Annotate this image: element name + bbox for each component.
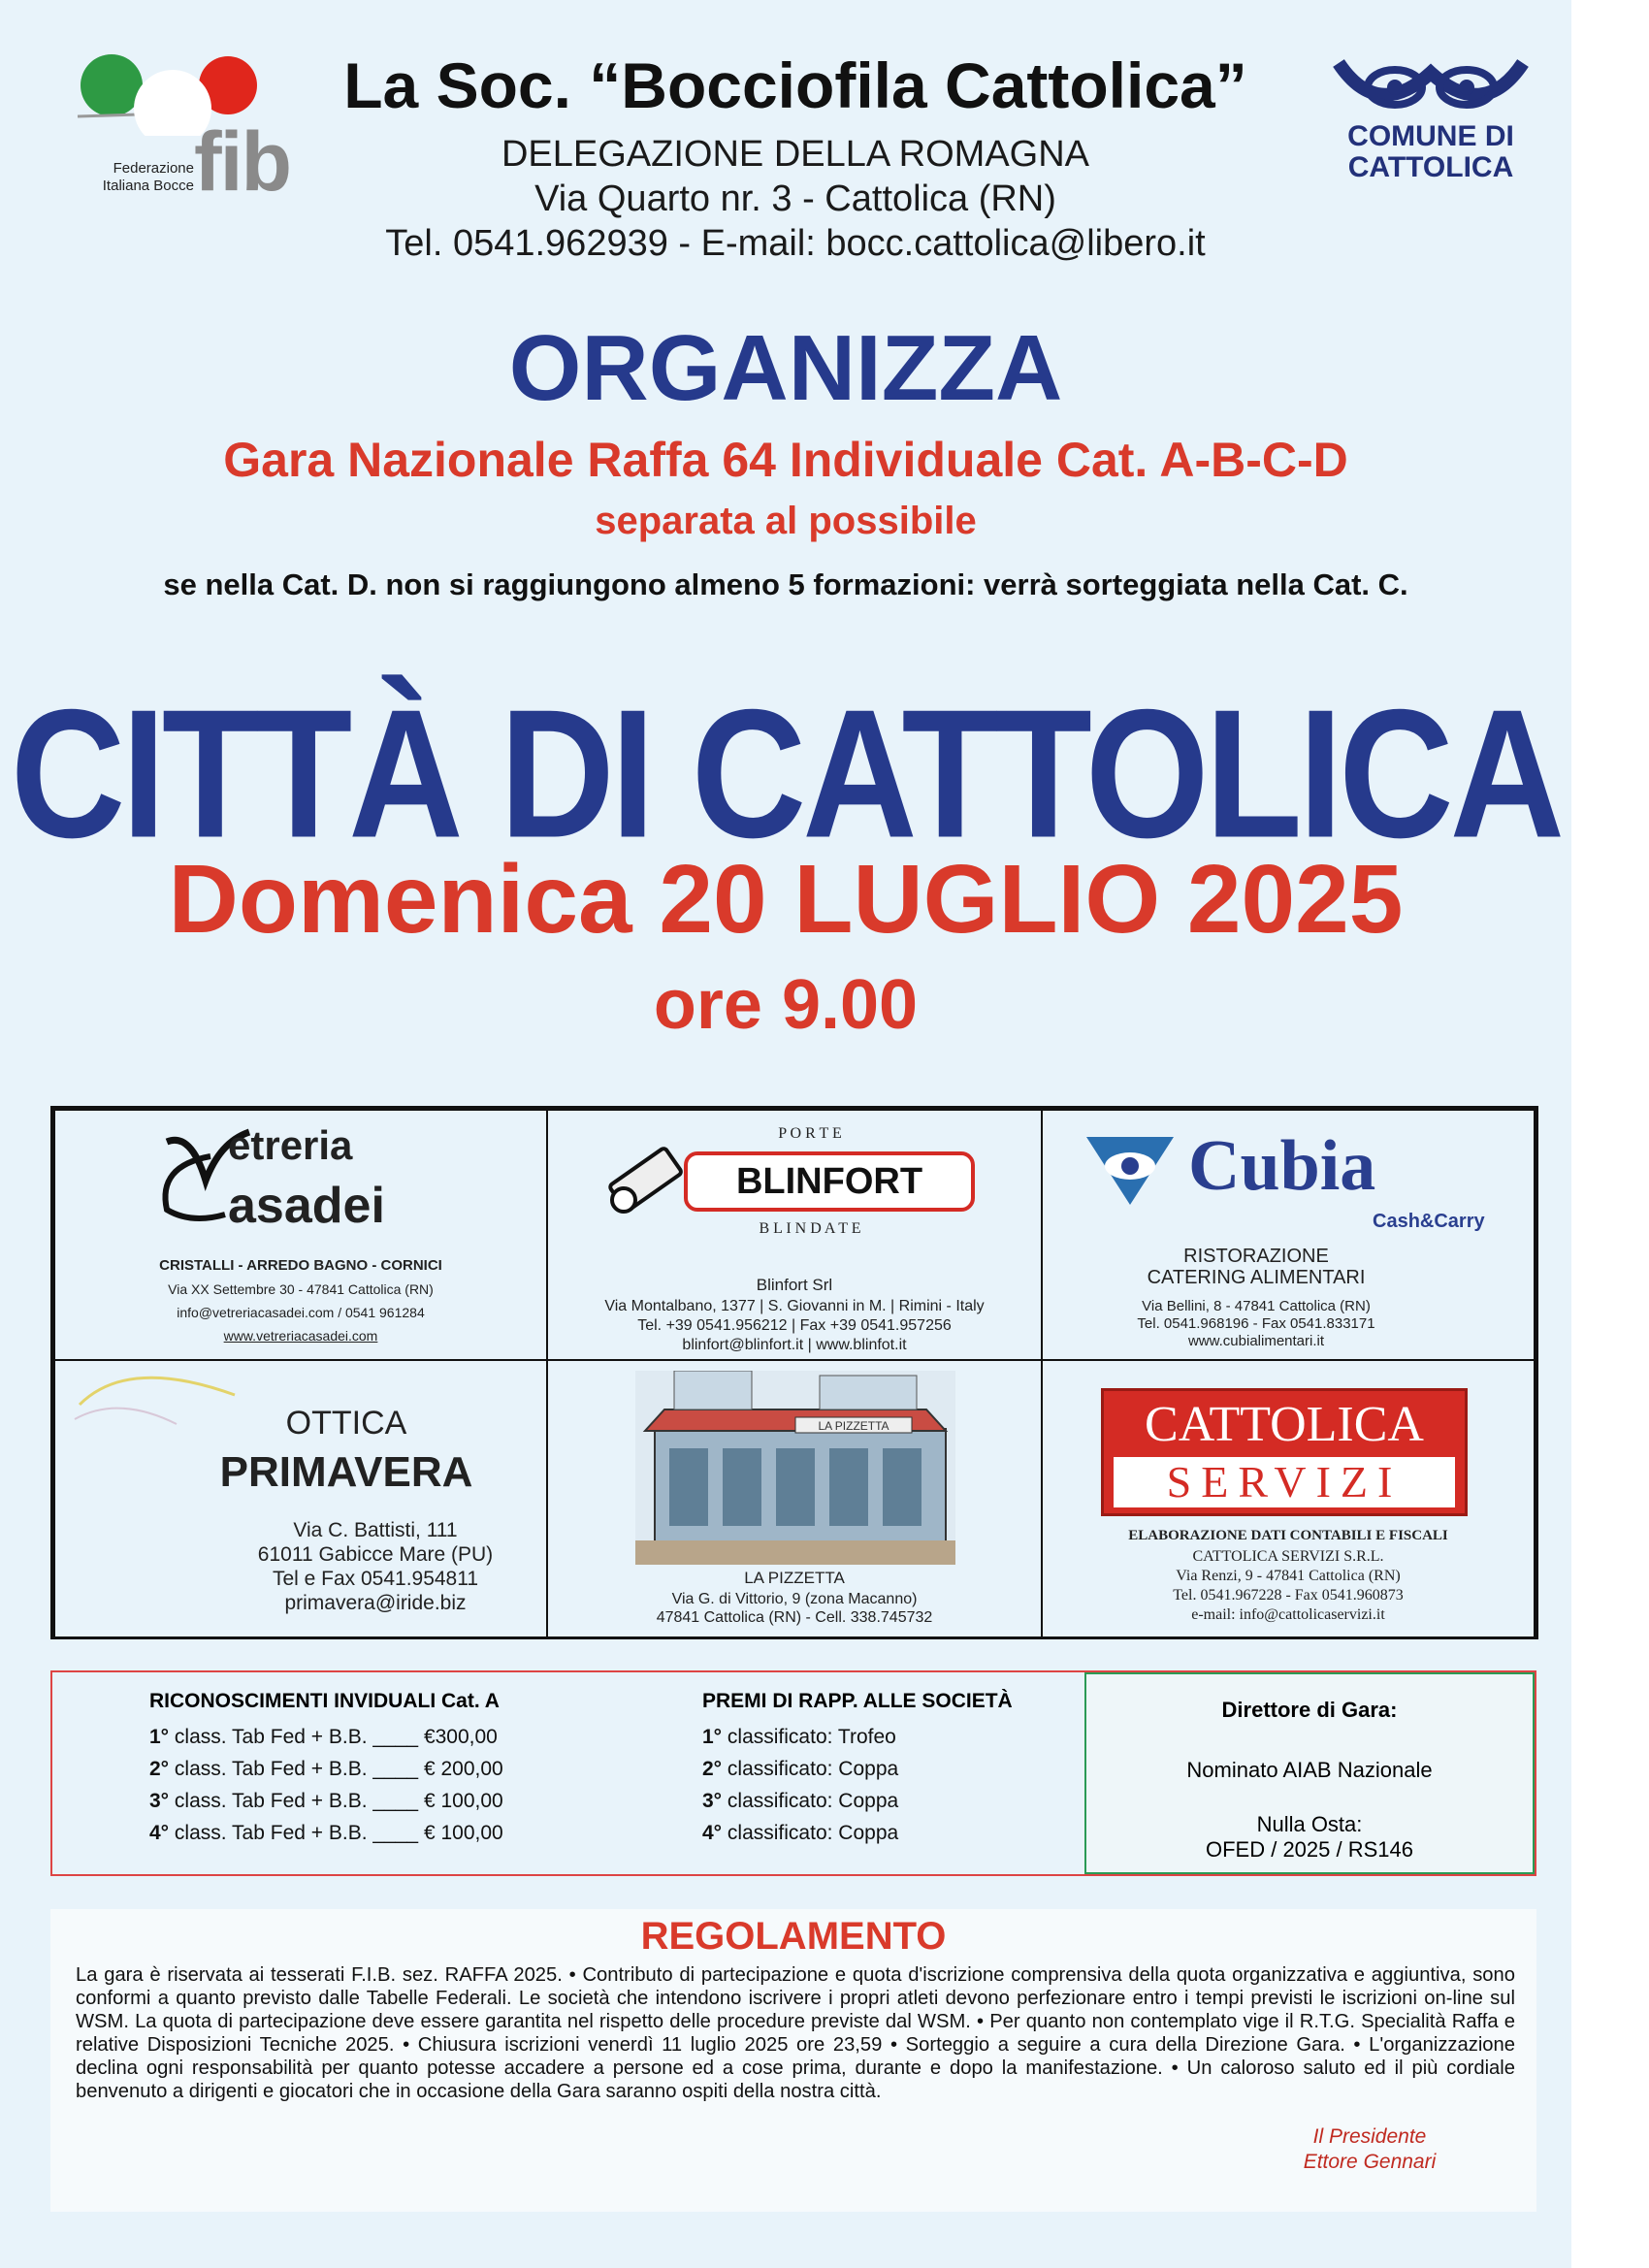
regolamento-box	[50, 1909, 1536, 2212]
organizza-heading: ORGANIZZA	[508, 316, 1063, 420]
cubia-line1: RISTORAZIONE	[1183, 1246, 1329, 1267]
header-line-3: Tel. 0541.962939 - E-mail: bocc.cattolica@libero.it	[385, 223, 1206, 264]
signature	[1253, 2124, 1486, 2175]
vetreria-logo-line1: etreria	[228, 1122, 353, 1168]
cattolica-servizi-line5: e-mail: info@cattolicaservizi.it	[1191, 1606, 1385, 1623]
vetreria-line4: www.vetreriacasadei.com	[223, 1328, 378, 1344]
cubia-line4: Tel. 0541.968196 - Fax 0541.833171	[1137, 1315, 1375, 1332]
signature-name: Ettore Gennari	[1303, 2151, 1437, 2173]
event-time: ore 9.00	[653, 966, 919, 1044]
blinfort-bottom: B L I N D A T E	[759, 1220, 861, 1237]
event-subtitle-2: separata al possibile	[595, 500, 977, 542]
cattolica-servizi-logo1: CATTOLICA	[1145, 1397, 1424, 1452]
regolamento-title: REGOLAMENTO	[640, 1915, 947, 1958]
vetreria-line2: Via XX Settembre 30 - 47841 Cattolica (RN)	[168, 1281, 434, 1297]
signature-role: Il Presidente	[1312, 2125, 1427, 2148]
ottica-line6: primavera@iride.biz	[284, 1592, 467, 1614]
event-name: CITTÀ DI CATTOLICA	[10, 671, 1562, 876]
vetreria-line1: CRISTALLI - ARREDO BAGNO - CORNICI	[159, 1257, 442, 1274]
director-panel	[1084, 1672, 1535, 1874]
blinfort-line4: blinfort@blinfort.it | www.blinfot.it	[682, 1337, 907, 1353]
cattolica-servizi-line4: Tel. 0541.967228 - Fax 0541.960873	[1173, 1587, 1404, 1604]
blinfort-logo: BLINFORT	[735, 1161, 923, 1202]
pizzetta-sign: LA PIZZETTA	[818, 1419, 889, 1433]
cubia-eye-icon	[1082, 1132, 1179, 1210]
pizzetta-line3: 47841 Cattolica (RN) - Cell. 338.745732	[656, 1609, 933, 1626]
vetreria-line3: info@vetreriacasadei.com / 0541 961284	[177, 1305, 425, 1320]
nulla-osta-label: Nulla Osta:	[1256, 1812, 1363, 1836]
sponsor-cubia	[1041, 1109, 1536, 1361]
nulla-osta-value: OFED / 2025 / RS146	[1206, 1837, 1413, 1862]
ottica-line5: Tel e Fax 0541.954811	[272, 1568, 479, 1590]
event-subtitle: Gara Nazionale Raffa 64 Individuale Cat. A-B-C-D	[223, 433, 1348, 487]
cattolica-servizi-line1: ELABORAZIONE DATI CONTABILI E FISCALI	[1128, 1528, 1448, 1543]
comune-logo	[1319, 49, 1542, 184]
society-prizes-title: PREMI DI RAPP. ALLE SOCIETÀ	[702, 1690, 1013, 1712]
society-prize-row: 2° classificato: Coppa	[702, 1758, 899, 1780]
comune-eye-icon	[1319, 49, 1542, 121]
ottica-line1: OTTICA	[285, 1405, 407, 1442]
comune-line1: COMUNE DI	[1347, 120, 1514, 152]
cattolica-servizi-line3: Via Renzi, 9 - 47841 Cattolica (RN)	[1176, 1568, 1401, 1584]
pizzetta-building-illustration	[635, 1371, 955, 1565]
society-prize-row: 4° classificato: Coppa	[702, 1822, 899, 1844]
individual-prize-row: 3° class. Tab Fed + B.B. ____ € 100,00	[149, 1790, 503, 1812]
sponsor-cattolica-servizi	[1041, 1359, 1536, 1638]
sponsor-vetreria	[53, 1109, 548, 1361]
blinfort-line3: Tel. +39 0541.956212 | Fax +39 0541.957256	[637, 1317, 952, 1334]
header-line-2: Via Quarto nr. 3 - Cattolica (RN)	[534, 178, 1056, 219]
director-name: Nominato AIAB Nazionale	[1186, 1758, 1433, 1782]
sponsor-blinfort	[546, 1109, 1043, 1361]
individual-prizes-list	[149, 1721, 503, 1849]
prizes-box	[50, 1670, 1536, 1876]
cattolica-servizi-logo2: SERVIZI	[1114, 1457, 1455, 1507]
fib-abbrev: fib	[194, 115, 291, 209]
pizzetta-line1: LA PIZZETTA	[744, 1569, 845, 1587]
director-title: Direttore di Gara:	[1221, 1698, 1398, 1722]
society-prizes-list	[702, 1721, 898, 1849]
pizzetta-line2: Via G. di Vittorio, 9 (zona Macanno)	[671, 1591, 918, 1607]
blinfort-key-icon	[597, 1130, 694, 1227]
regolamento-body: La gara è riservata ai tesserati F.I.B. sez. RAFFA 2025. • Contributo di partecipazione e quota d'iscrizione comprensiva della quota organizzativa e aggiuntiva, sono conformi a quanto previsto dalle Tabelle Federali. Le società che intendono iscrivere i propri atleti devono perfezionare entro i tempi previsti le iscrizioni on-line sul WSM. La quota di partecipazione deve essere garantita nel rispetto delle procedure previste dal WSM. • Per quanto non contemplato vige il R.T.G. Specialità Raffa e relative Disposizioni Tecniche 2025. • Chiusura iscrizioni venerdì 11 luglio 2025 ore 23,59 • Sorteggio a seguire a cura della Direzione Gara. • L'organizzazione declina ogni responsabilità per quanto potesse accadere a persone ed a cose prima, durante e dopo la manifestazione. • Un caloroso saluto ed il più cordiale benvenuto a dirigenti e giocatori che in occasione della Gara saranno ospiti della nostra città.	[76, 1964, 1515, 2102]
fib-text-line2: Italiana Bocce	[102, 178, 194, 194]
header-line-1: DELEGAZIONE DELLA ROMAGNA	[501, 134, 1090, 175]
blinfort-top: P O R T E	[778, 1125, 842, 1142]
individual-prize-row: 2° class. Tab Fed + B.B. ____ € 200,00	[149, 1758, 503, 1780]
ottica-line4: 61011 Gabicce Mare (PU)	[257, 1543, 494, 1566]
cubia-line5: www.cubialimentari.it	[1187, 1333, 1325, 1349]
society-prize-row: 1° classificato: Trofeo	[702, 1726, 896, 1748]
fib-text-line1: Federazione	[113, 160, 194, 177]
cattolica-servizi-line2: CATTOLICA SERVIZI S.R.L.	[1192, 1548, 1384, 1565]
cubia-logo: Cubia	[1188, 1126, 1376, 1206]
club-title: La Soc. “Bocciofila Cattolica”	[343, 49, 1247, 121]
blinfort-logo-frame	[684, 1151, 975, 1212]
blinfort-line2: Via Montalbano, 1377 | S. Giovanni in M. | Rimini - Italy	[604, 1298, 985, 1314]
sponsor-ottica	[53, 1359, 548, 1638]
society-prize-row: 3° classificato: Coppa	[702, 1790, 899, 1812]
vetreria-logo-line2: asadei	[228, 1178, 385, 1234]
ottica-line2: PRIMAVERA	[219, 1448, 473, 1496]
individual-prize-row: 1° class. Tab Fed + B.B. ____ €300,00	[149, 1726, 498, 1748]
sponsor-pizzetta	[546, 1359, 1043, 1638]
event-date: Domenica 20 LUGLIO 2025	[168, 845, 1404, 954]
event-note: se nella Cat. D. non si raggiungono almeno 5 formazioni: verrà sorteggiata nella Cat. C.	[163, 567, 1408, 601]
fib-logo	[39, 29, 320, 209]
comune-line2: CATTOLICA	[1347, 151, 1514, 183]
cubia-line3: Via Bellini, 8 - 47841 Cattolica (RN)	[1142, 1298, 1371, 1314]
cubia-line2: CATERING ALIMENTARI	[1147, 1267, 1366, 1288]
individual-prizes-title: RICONOSCIMENTI INVIDUALI Cat. A	[149, 1690, 500, 1712]
prizes-left-panel	[52, 1672, 1084, 1874]
blinfort-line1: Blinfort Srl	[756, 1276, 833, 1294]
sponsor-grid	[50, 1106, 1538, 1639]
ottica-line3: Via C. Battisti, 111	[293, 1519, 458, 1541]
cattolica-servizi-logo	[1101, 1388, 1468, 1516]
individual-prize-row: 4° class. Tab Fed + B.B. ____ € 100,00	[149, 1822, 503, 1844]
cubia-logo-sub: Cash&Carry	[1373, 1211, 1485, 1232]
